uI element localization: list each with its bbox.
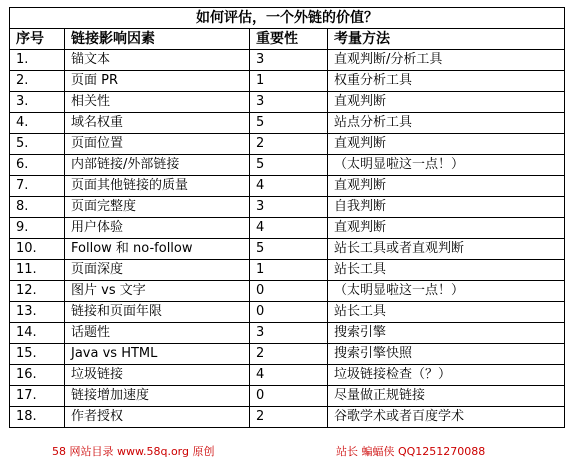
table-row [10, 155, 565, 176]
row-importance: 0 [250, 302, 328, 323]
row-factor: 链接增加速度 [65, 386, 250, 407]
header-importance: 重要性 [250, 29, 328, 50]
link-value-table [9, 7, 565, 428]
table-row [10, 134, 565, 155]
table-row [10, 302, 565, 323]
row-method: 权重分析工具 [328, 71, 565, 92]
row-method: 谷歌学术或者百度学术 [328, 407, 565, 428]
row-method: 直观判断 [328, 176, 565, 197]
table-row [10, 260, 565, 281]
header-factor: 链接影响因素 [65, 29, 250, 50]
row-factor: 页面位置 [65, 134, 250, 155]
row-method: （太明显啦这一点！） [328, 155, 565, 176]
row-importance: 4 [250, 176, 328, 197]
row-num: 17. [10, 386, 65, 407]
row-num: 8. [10, 197, 65, 218]
footer-credit-site: 58 网站目录 www.58q.org 原创 [52, 445, 215, 458]
row-importance: 4 [250, 218, 328, 239]
row-factor: 用户体验 [65, 218, 250, 239]
seo-link-value-sheet [9, 7, 564, 458]
row-method: 垃圾链接检查（？） [328, 365, 565, 386]
row-factor: 页面完整度 [65, 197, 250, 218]
row-num: 13. [10, 302, 65, 323]
row-num: 10. [10, 239, 65, 260]
row-importance: 1 [250, 260, 328, 281]
table-row [10, 407, 565, 428]
header-row [10, 29, 565, 50]
row-importance: 0 [250, 281, 328, 302]
row-method: 站长工具或者直观判断 [328, 239, 565, 260]
row-factor: 页面深度 [65, 260, 250, 281]
table-row [10, 281, 565, 302]
table-row [10, 218, 565, 239]
row-factor: Java vs HTML [65, 344, 250, 365]
row-importance: 2 [250, 407, 328, 428]
row-num: 4. [10, 113, 65, 134]
row-num: 5. [10, 134, 65, 155]
row-method: 站点分析工具 [328, 113, 565, 134]
table-row [10, 50, 565, 71]
row-num: 3. [10, 92, 65, 113]
row-factor: 内部链接/外部链接 [65, 155, 250, 176]
table-row [10, 92, 565, 113]
table-body [10, 8, 565, 428]
row-factor: 链接和页面年限 [65, 302, 250, 323]
row-method: 搜索引擎 [328, 323, 565, 344]
row-factor: 作者授权 [65, 407, 250, 428]
row-factor: 相关性 [65, 92, 250, 113]
row-method: 直观判断/分析工具 [328, 50, 565, 71]
row-factor: 页面 PR [65, 71, 250, 92]
row-importance: 4 [250, 365, 328, 386]
row-factor: 话题性 [65, 323, 250, 344]
table-row [10, 344, 565, 365]
row-num: 12. [10, 281, 65, 302]
table-row [10, 386, 565, 407]
header-num: 序号 [10, 29, 65, 50]
row-importance: 2 [250, 134, 328, 155]
row-factor: 图片 vs 文字 [65, 281, 250, 302]
row-importance: 5 [250, 239, 328, 260]
row-method: 直观判断 [328, 134, 565, 155]
row-importance: 3 [250, 92, 328, 113]
row-num: 14. [10, 323, 65, 344]
row-importance: 1 [250, 71, 328, 92]
row-importance: 3 [250, 50, 328, 71]
row-method: 站长工具 [328, 302, 565, 323]
table-row [10, 239, 565, 260]
row-num: 15. [10, 344, 65, 365]
row-importance: 3 [250, 323, 328, 344]
table-row [10, 71, 565, 92]
row-method: 站长工具 [328, 260, 565, 281]
row-importance: 0 [250, 386, 328, 407]
row-method: 尽量做正规链接 [328, 386, 565, 407]
table-row [10, 197, 565, 218]
row-method: 搜索引擎快照 [328, 344, 565, 365]
row-num: 16. [10, 365, 65, 386]
row-factor: 页面其他链接的质量 [65, 176, 250, 197]
row-num: 9. [10, 218, 65, 239]
row-num: 2. [10, 71, 65, 92]
footer-credit-author: 站长 蝙蝠侠 QQ1251270088 [336, 445, 486, 458]
row-num: 18. [10, 407, 65, 428]
row-num: 6. [10, 155, 65, 176]
header-method: 考量方法 [328, 29, 565, 50]
table-row [10, 113, 565, 134]
row-method: 直观判断 [328, 92, 565, 113]
table-title: 如何评估，一个外链的价值？ [10, 8, 565, 29]
row-importance: 5 [250, 113, 328, 134]
row-method: 直观判断 [328, 218, 565, 239]
row-factor: 锚文本 [65, 50, 250, 71]
title-row [10, 8, 565, 29]
table-row [10, 365, 565, 386]
table-row [10, 176, 565, 197]
footer [9, 441, 564, 463]
row-importance: 5 [250, 155, 328, 176]
row-num: 1. [10, 50, 65, 71]
row-num: 11. [10, 260, 65, 281]
row-num: 7. [10, 176, 65, 197]
row-factor: 域名权重 [65, 113, 250, 134]
row-importance: 2 [250, 344, 328, 365]
row-factor: 垃圾链接 [65, 365, 250, 386]
row-importance: 3 [250, 197, 328, 218]
row-method: 自我判断 [328, 197, 565, 218]
table-row [10, 323, 565, 344]
row-factor: Follow 和 no-follow [65, 239, 250, 260]
row-method: （太明显啦这一点！） [328, 281, 565, 302]
